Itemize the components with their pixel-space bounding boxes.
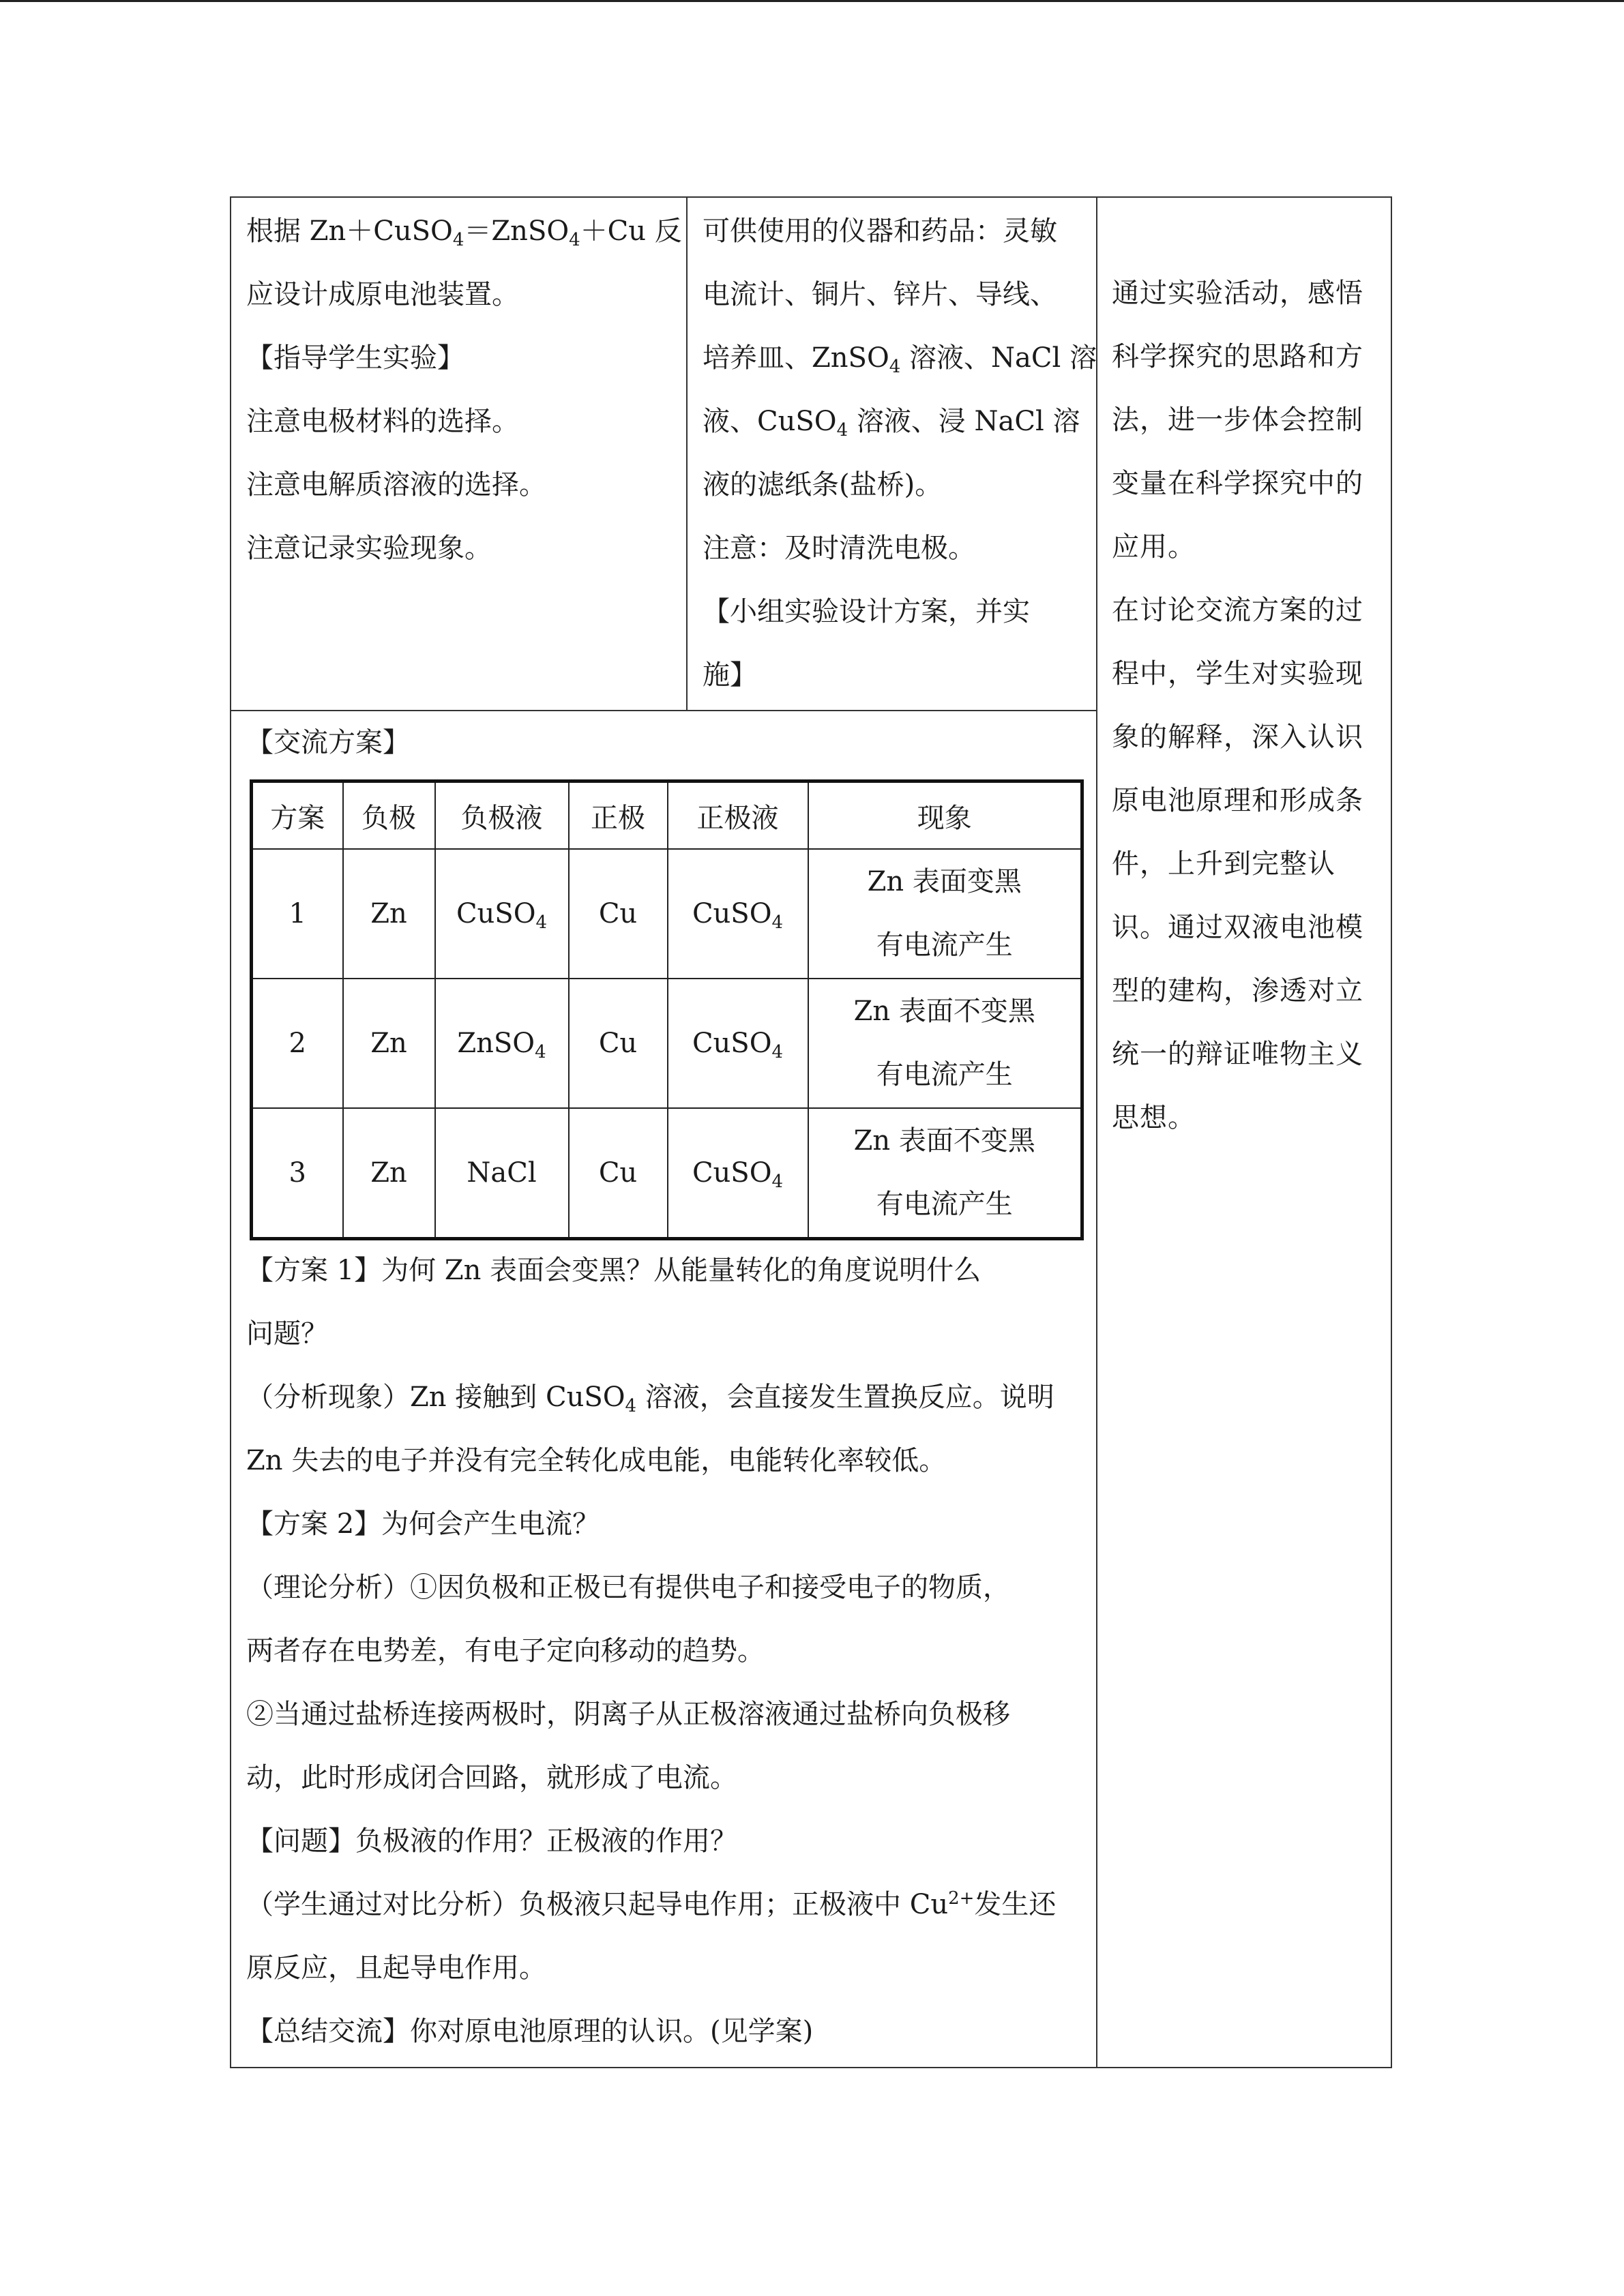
right-line: 在讨论交流方案的过 [1112,595,1363,626]
cell-negative-solution: CuSO$_4$ [435,849,569,979]
cell-scheme-no: 2 [252,979,343,1108]
cell-negative: Zn [343,979,435,1108]
right-line: 识。通过双液电池模 [1112,912,1363,943]
left-line-2: 应设计成原电池装置。 [246,279,519,310]
cell-positive-solution: CuSO$_4$ [668,1108,808,1239]
right-line: 程中，学生对实验现 [1112,658,1363,689]
analysis-line: ②当通过盐桥连接两极时，阴离子从正极溶液通过盐桥向负极移 [246,1699,1010,1730]
left-cell [246,200,682,580]
analysis-line: Zn 失去的电子并没有完全转化成电能，电能转化率较低。 [246,1445,947,1476]
cell-positive-solution: CuSO$_4$ [668,849,808,979]
left-line-6: 注意记录实验现象。 [246,533,492,564]
cell-negative-solution: ZnSO$_4$ [435,979,569,1108]
left-line-3: 【指导学生实验】 [246,342,464,374]
middle-line-2: 电流计、铜片、锌片、导线、 [703,279,1057,310]
left-line-4: 注意电极材料的选择。 [246,406,519,437]
header-positive: 正极 [569,781,668,850]
left-line-5: 注意电解质溶液的选择。 [246,469,546,501]
analysis-line: 问题？ [246,1318,328,1350]
table-row [252,1108,1082,1239]
cell-scheme-no: 1 [252,849,343,979]
right-line: 件，上升到完整认 [1112,848,1335,880]
header-negative: 负极 [343,781,435,850]
cell-negative: Zn [343,849,435,979]
table-header-row [252,781,1082,850]
analysis-line: 【方案 2】为何会产生电流？ [246,1508,600,1540]
cell-positive: Cu [569,1108,668,1239]
cell-scheme-no: 3 [252,1108,343,1239]
header-negative-solution: 负极液 [435,781,569,850]
middle-line-8: 施】 [703,659,757,691]
analysis-line: 动，此时形成闭合回路，就形成了电流。 [246,1762,737,1793]
table-row [252,979,1082,1108]
cell-positive-solution: CuSO$_4$ [668,979,808,1108]
cell-positive: Cu [569,979,668,1108]
right-cell [1112,262,1363,1150]
analysis-line: 原反应，且起导电作用。 [246,1952,546,1984]
right-line: 型的建构，渗透对立 [1112,975,1363,1007]
header-scheme: 方案 [252,781,343,850]
right-line: 象的解释，深入认识 [1112,721,1363,753]
middle-line-6: 注意：及时清洗电极。 [703,533,975,564]
analysis-line: 两者存在电势差，有电子定向移动的趋势。 [246,1635,765,1667]
cell-phenomenon: Zn 表面不变黑 有电流产生 [808,979,1082,1108]
right-line: 法，进一步体会控制 [1112,404,1363,436]
cell-negative: Zn [343,1108,435,1239]
middle-line-5: 液的滤纸条(盐桥)。 [703,469,943,501]
middle-line-7: 【小组实验设计方案，并实 [703,596,1030,627]
header-phenomenon: 现象 [808,781,1082,850]
left-line-1: 根据 Zn＋CuSO$_4$＝ZnSO$_4$＋Cu 反 [246,215,682,250]
right-line: 科学探究的思路和方 [1112,341,1363,372]
middle-line-3: 培养皿、ZnSO$_4$ 溶液、NaCl 溶 [703,342,1097,377]
header-positive-solution: 正极液 [668,781,808,850]
analysis-line: 【总结交流】你对原电池原理的认识。(见学案) [246,2016,814,2047]
right-line: 思想。 [1112,1102,1196,1133]
middle-cell [703,200,1097,707]
middle-line-4: 液、CuSO$_4$ 溶液、浸 NaCl 溶 [703,406,1080,441]
cell-phenomenon: Zn 表面变黑 有电流产生 [808,849,1082,979]
analysis-line: （学生通过对比分析）负极液只起导电作用；正极液中 $Cu^{2+}$发生还 [246,1888,1057,1920]
right-line: 变量在科学探究中的 [1112,468,1363,499]
exchange-title: 【交流方案】 [246,727,410,758]
middle-line-1: 可供使用的仪器和药品：灵敏 [703,215,1057,247]
table-row [252,849,1082,979]
right-line: 统一的辩证唯物主义 [1112,1039,1363,1070]
divider-middle-column [686,196,688,711]
analysis-block [246,1239,1056,2063]
cell-negative-solution: NaCl [435,1108,569,1239]
right-line: 原电池原理和形成条 [1112,785,1363,816]
cell-positive: Cu [569,849,668,979]
right-line: 应用。 [1112,531,1196,563]
analysis-line: （理论分析）①因负极和正极已有提供电子和接受电子的物质， [246,1572,1010,1603]
right-line: 通过实验活动，感悟 [1112,278,1363,309]
cell-phenomenon: Zn 表面不变黑 有电流产生 [808,1108,1082,1239]
analysis-line: （分析现象）Zn 接触到 CuSO$_4$ 溶液，会直接发生置换反应。说明 [246,1382,1054,1416]
analysis-line: 【方案 1】为何 Zn 表面会变黑？从能量转化的角度说明什么 [246,1255,981,1286]
page-top-border [0,0,1624,2]
scheme-table [250,779,1084,1240]
analysis-line: 【问题】负极液的作用？正极液的作用？ [246,1825,737,1857]
